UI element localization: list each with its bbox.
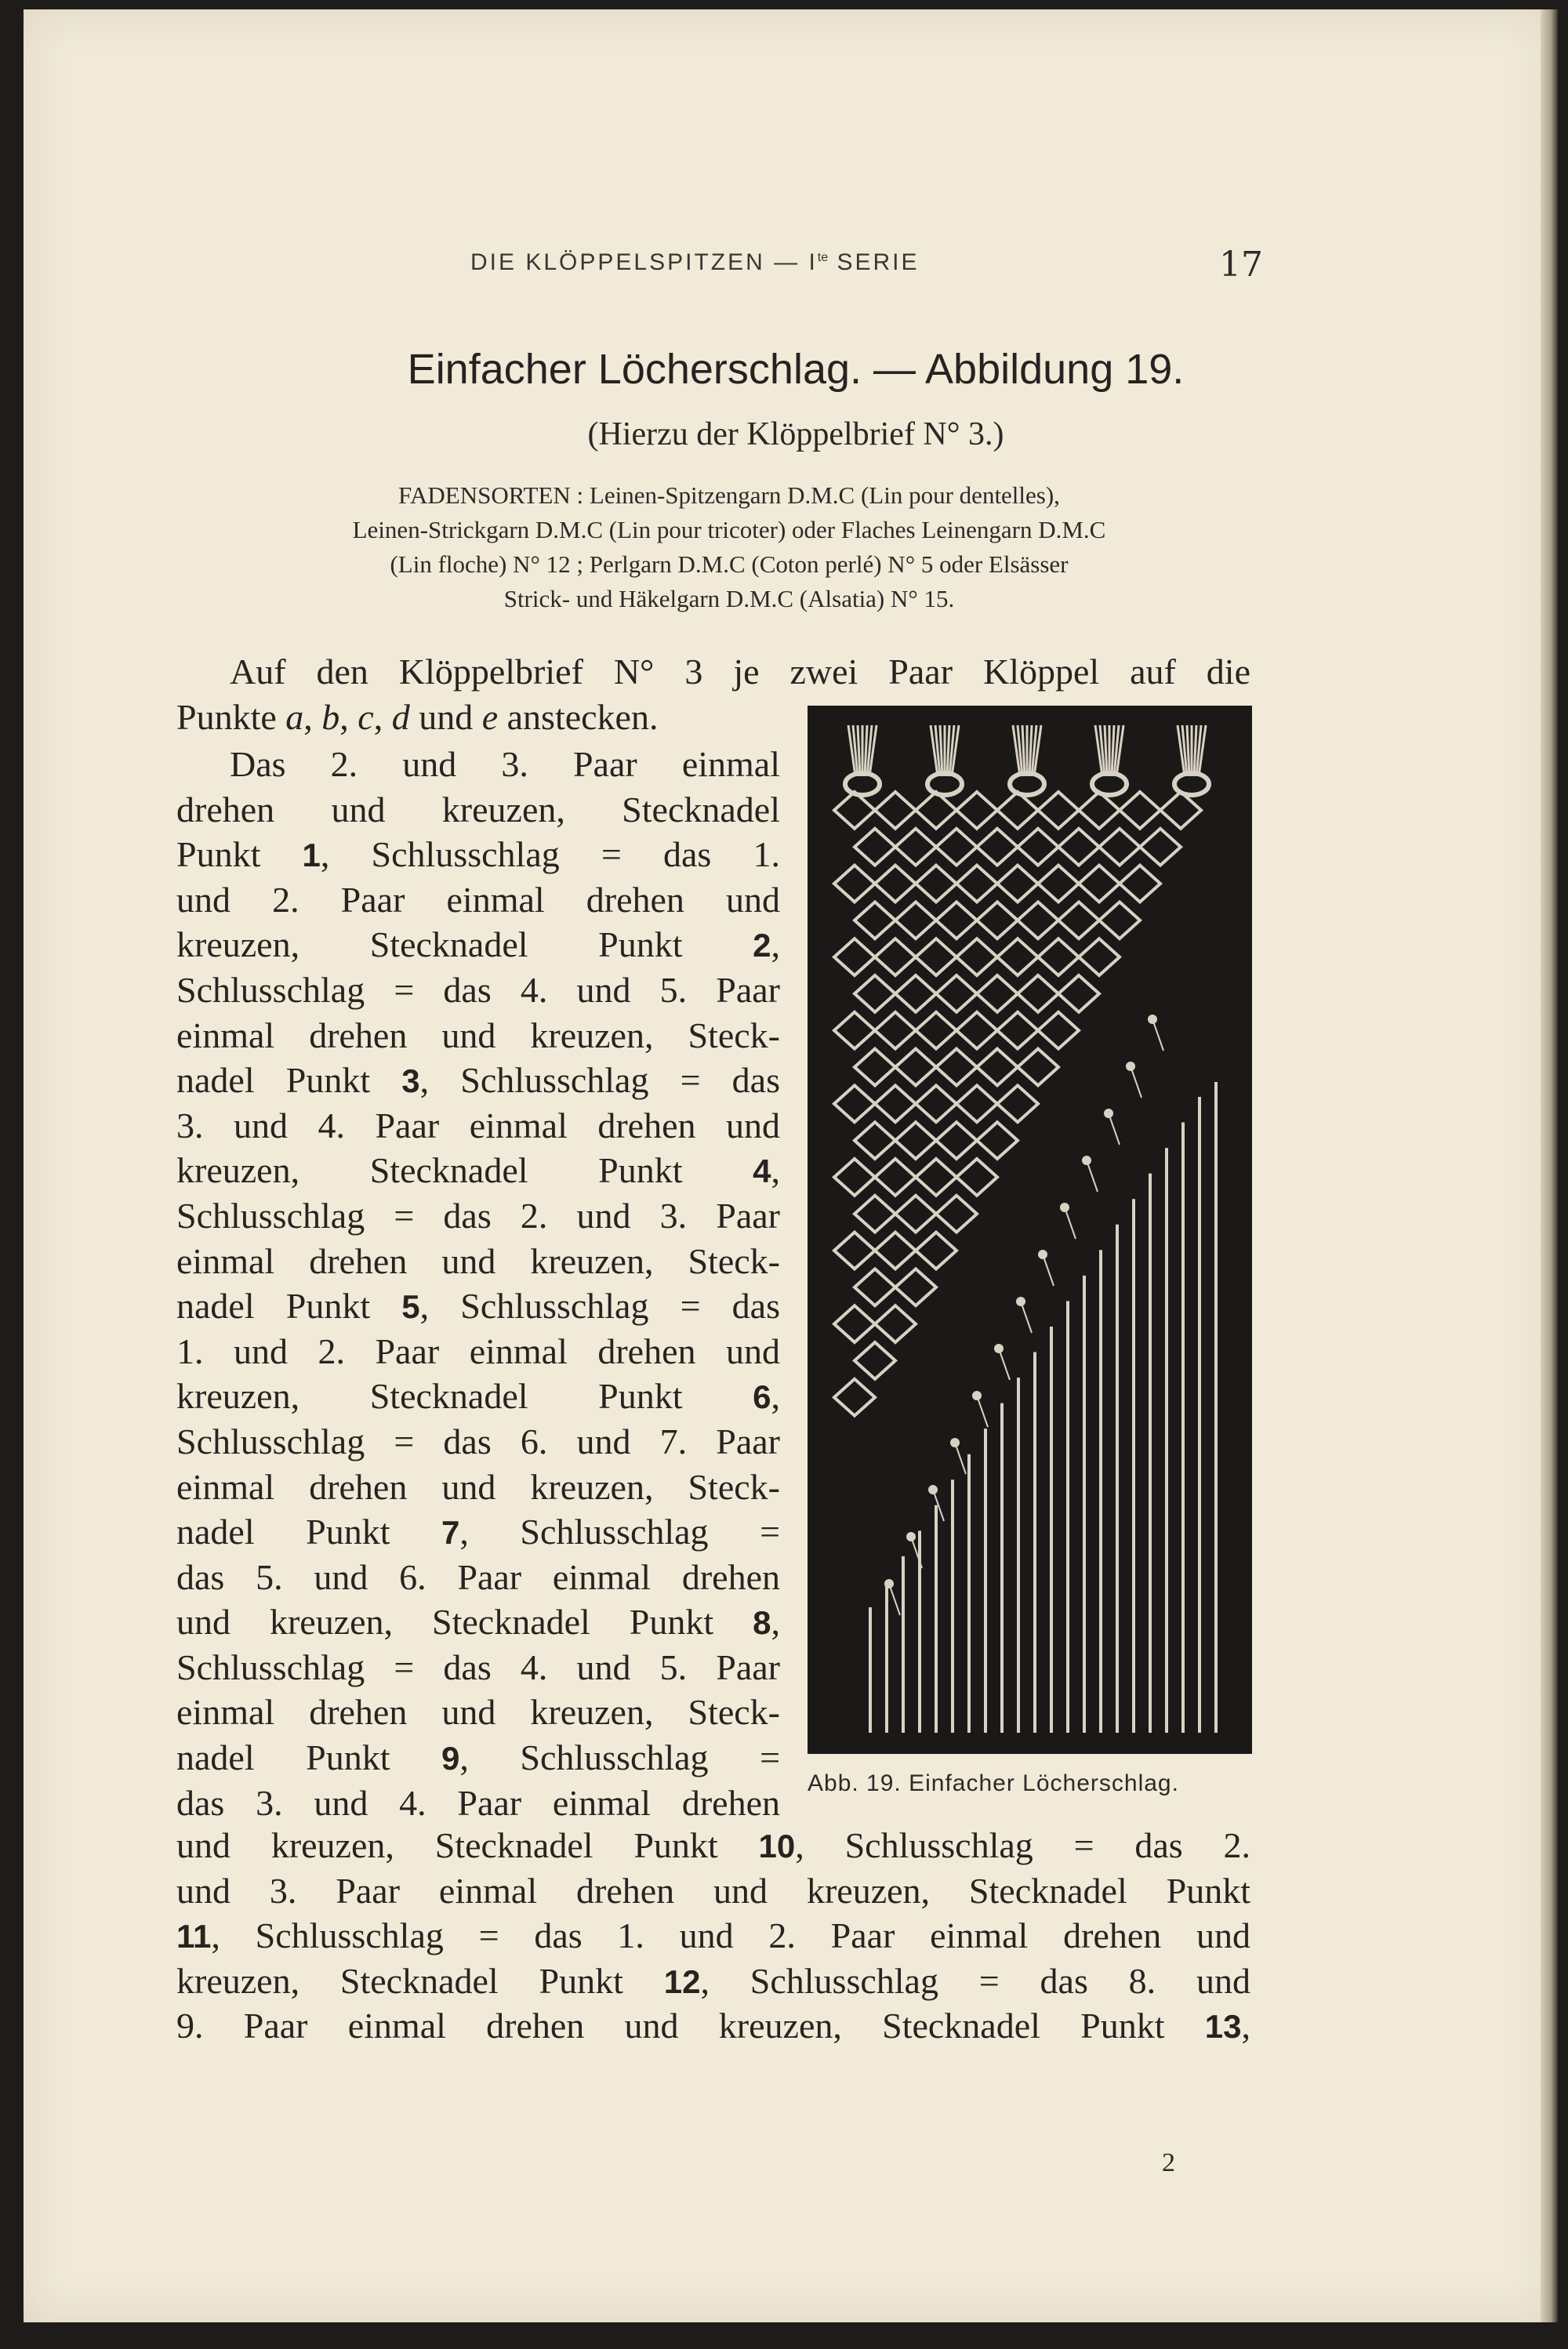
mesh-cell bbox=[916, 1012, 956, 1049]
mesh-cell bbox=[1038, 939, 1079, 975]
pin bbox=[1021, 1302, 1032, 1333]
text-line: das 5. und 6. Paar einmal drehen bbox=[176, 1556, 780, 1597]
pin bbox=[977, 1396, 988, 1427]
mesh-cell bbox=[855, 902, 895, 939]
mesh-cell bbox=[956, 1012, 997, 1049]
instruction-continuation bbox=[176, 1823, 1250, 2049]
text-line: nadel Punkt 7, Schlusschlag = bbox=[176, 1512, 781, 1552]
mesh-cell bbox=[1018, 975, 1058, 1012]
mesh-cell bbox=[936, 975, 977, 1012]
page-number: 17 bbox=[1219, 245, 1263, 285]
point-number: 9 bbox=[441, 1740, 460, 1777]
mesh-cell bbox=[1079, 939, 1120, 975]
mesh-cell bbox=[1018, 1049, 1058, 1086]
running-head bbox=[0, 245, 1568, 289]
mesh-cell bbox=[977, 1049, 1018, 1086]
text-line: nadel Punkt 5, Schlusschlag = das bbox=[176, 1286, 780, 1327]
mesh-cell bbox=[997, 1085, 1038, 1122]
point-number: 2 bbox=[753, 927, 771, 964]
mesh-cell bbox=[956, 792, 997, 829]
mesh-cell bbox=[1079, 792, 1120, 829]
mesh-cell bbox=[895, 1196, 936, 1233]
text-line: das 3. und 4. Paar einmal drehen bbox=[176, 1782, 780, 1823]
pin bbox=[1152, 1019, 1163, 1051]
knot bbox=[845, 773, 880, 795]
point-number: 12 bbox=[663, 1962, 701, 2000]
mesh-cell bbox=[1099, 902, 1140, 939]
pin bbox=[1043, 1254, 1054, 1286]
mesh-cell bbox=[875, 866, 916, 902]
pin bbox=[1131, 1066, 1142, 1098]
mesh-cell bbox=[916, 792, 956, 829]
fadensorten-block bbox=[188, 478, 1270, 616]
mesh-cell bbox=[977, 975, 1018, 1012]
text-line: Auf den Klöppelbrief N° 3 je zwei Paar Klöppel auf die bbox=[230, 652, 1250, 692]
point-number: 8 bbox=[753, 1604, 771, 1642]
mesh-cell bbox=[855, 1196, 895, 1233]
mesh-cell bbox=[875, 1305, 916, 1342]
mesh-cell bbox=[936, 829, 977, 866]
text-line: Punkt 1, Schlusschlag = das 1. bbox=[176, 834, 780, 875]
section-heading: Einfacher Löcherschlag. — Abbildung 19. bbox=[407, 346, 1185, 393]
pin bbox=[955, 1443, 966, 1474]
mesh-cell bbox=[875, 1233, 916, 1269]
mesh-cell bbox=[956, 1085, 997, 1122]
mesh-cell bbox=[916, 866, 956, 902]
signature-mark: 2 bbox=[1162, 2148, 1175, 2177]
fadensorten-line: Strick- und Häkelgarn D.M.C (Alsatia) N° 15. bbox=[503, 585, 955, 612]
mesh-cell bbox=[977, 902, 1018, 939]
mesh-cell bbox=[936, 1196, 977, 1233]
text-line: nadel Punkt 9, Schlusschlag = bbox=[176, 1737, 781, 1778]
mesh-cell bbox=[834, 1159, 875, 1196]
text-line: 9. Paar einmal drehen und kreuzen, Stecknadel Punkt 13, bbox=[176, 2006, 1250, 2046]
mesh-cell bbox=[855, 1269, 895, 1305]
mesh-cell bbox=[1058, 975, 1099, 1012]
mesh-cell bbox=[936, 1122, 977, 1159]
mesh-cell bbox=[895, 1269, 936, 1305]
text-line: und kreuzen, Stecknadel Punkt 8, bbox=[176, 1602, 780, 1643]
text-line: kreuzen, Stecknadel Punkt 6, bbox=[176, 1376, 780, 1417]
mesh-cell bbox=[875, 792, 916, 829]
mesh-cell bbox=[1038, 792, 1079, 829]
point-number: 3 bbox=[401, 1062, 420, 1100]
pin bbox=[999, 1349, 1010, 1380]
mesh-cell bbox=[834, 1012, 875, 1049]
mesh-cell bbox=[1160, 792, 1201, 829]
text-line: und 3. Paar einmal drehen und kreuzen, Stecknadel Punkt bbox=[176, 1870, 1250, 1911]
fadensorten-line: Leinen-Strickgarn D.M.C (Lin pour tricoter) oder Flaches Leinengarn D.M.C bbox=[352, 516, 1106, 543]
mesh-cell bbox=[895, 1049, 936, 1086]
mesh-cell bbox=[855, 975, 895, 1012]
pin bbox=[1087, 1160, 1098, 1192]
mesh-cell bbox=[916, 1233, 956, 1269]
mesh-cell bbox=[1120, 792, 1160, 829]
knot bbox=[1010, 773, 1044, 795]
point-number: 7 bbox=[441, 1514, 460, 1552]
point-number: 4 bbox=[753, 1153, 771, 1190]
text-line: Schlusschlag = das 4. und 5. Paar bbox=[176, 969, 780, 1010]
pin bbox=[889, 1584, 900, 1615]
mesh-cell bbox=[875, 1159, 916, 1196]
text-line: und 2. Paar einmal drehen und bbox=[176, 879, 780, 920]
point-number: 5 bbox=[401, 1288, 420, 1326]
text-line: 11, Schlusschlag = das 1. und 2. Paar einmal drehen und bbox=[176, 1915, 1250, 1956]
pin bbox=[1109, 1113, 1120, 1145]
fadensorten-line: FADENSORTEN : Leinen-Spitzengarn D.M.C (Lin pour dentelles), bbox=[398, 481, 1060, 509]
text-line: einmal drehen und kreuzen, Steck- bbox=[176, 1692, 780, 1733]
point-number: 6 bbox=[753, 1378, 771, 1416]
lace-figure bbox=[808, 706, 1252, 1754]
text-line: kreuzen, Stecknadel Punkt 12, Schlusschlag = das 8. und bbox=[176, 1960, 1250, 2001]
mesh-cell bbox=[855, 1122, 895, 1159]
text-line: einmal drehen und kreuzen, Steck- bbox=[176, 1466, 780, 1507]
mesh-cell bbox=[875, 1085, 916, 1122]
text-line: Punkte a, b, c, d und e anstecken. bbox=[176, 696, 659, 737]
text-line: 1. und 2. Paar einmal drehen und bbox=[176, 1331, 780, 1371]
instruction-column bbox=[176, 742, 780, 1825]
mesh-cell bbox=[895, 1122, 936, 1159]
section-subheading: (Hierzu der Klöppelbrief N° 3.) bbox=[587, 416, 1004, 452]
mesh-cell bbox=[956, 939, 997, 975]
mesh-cell bbox=[916, 939, 956, 975]
mesh-cell bbox=[956, 866, 997, 902]
mesh-cell bbox=[1058, 829, 1099, 866]
mesh-cell bbox=[875, 939, 916, 975]
mesh-cell bbox=[834, 1379, 875, 1416]
mesh-cell bbox=[1079, 866, 1120, 902]
mesh-cell bbox=[834, 939, 875, 975]
mesh-cell bbox=[1140, 829, 1181, 866]
mesh-cell bbox=[855, 829, 895, 866]
fadensorten-line: (Lin floche) N° 12 ; Perlgarn D.M.C (Coton perlé) N° 5 oder Elsässer bbox=[390, 550, 1069, 578]
mesh-cell bbox=[1038, 866, 1079, 902]
text-line: Schlusschlag = das 6. und 7. Paar bbox=[176, 1421, 780, 1461]
text-line: kreuzen, Stecknadel Punkt 2, bbox=[176, 924, 780, 965]
text-line: kreuzen, Stecknadel Punkt 4, bbox=[176, 1150, 780, 1191]
mesh-cell bbox=[895, 902, 936, 939]
mesh-cell bbox=[1018, 829, 1058, 866]
lace-illustration bbox=[808, 706, 1252, 1754]
mesh-cell bbox=[997, 866, 1038, 902]
text-line: Schlusschlag = das 2. und 3. Paar bbox=[176, 1195, 780, 1236]
point-number: 1 bbox=[302, 837, 321, 874]
text-line: und kreuzen, Stecknadel Punkt 10, Schlusschlag = das 2. bbox=[176, 1825, 1250, 1865]
mesh-cell bbox=[936, 1049, 977, 1086]
text-line: 3. und 4. Paar einmal drehen und bbox=[176, 1105, 780, 1145]
text-line: einmal drehen und kreuzen, Steck- bbox=[176, 1015, 780, 1055]
mesh-cell bbox=[997, 1012, 1038, 1049]
text-line: Das 2. und 3. Paar einmal bbox=[230, 744, 780, 784]
mesh-cell bbox=[1120, 866, 1160, 902]
mesh-cell bbox=[956, 1159, 997, 1196]
mesh-cell bbox=[1038, 1012, 1079, 1049]
mesh-cell bbox=[936, 902, 977, 939]
pin bbox=[1065, 1207, 1076, 1239]
mesh-cell bbox=[916, 1159, 956, 1196]
text-line: drehen und kreuzen, Stecknadel bbox=[176, 789, 780, 830]
point-number: 10 bbox=[758, 1828, 796, 1864]
knot bbox=[927, 773, 962, 795]
text-line: einmal drehen und kreuzen, Steck- bbox=[176, 1240, 780, 1281]
text-line: nadel Punkt 3, Schlusschlag = das bbox=[176, 1060, 780, 1101]
mesh-cell bbox=[895, 829, 936, 866]
mesh-cell bbox=[997, 792, 1038, 829]
mesh-cell bbox=[855, 1049, 895, 1086]
mesh-cell bbox=[834, 1085, 875, 1122]
point-number: 13 bbox=[1204, 2008, 1242, 2046]
mesh-cell bbox=[834, 792, 875, 829]
mesh-cell bbox=[1058, 902, 1099, 939]
point-number: 11 bbox=[176, 1918, 212, 1955]
mesh-cell bbox=[977, 1122, 1018, 1159]
figure-caption: Abb. 19. Einfacher Löcherschlag. bbox=[808, 1770, 1179, 1796]
mesh-cell bbox=[855, 1342, 895, 1379]
mesh-cell bbox=[916, 1085, 956, 1122]
mesh-cell bbox=[834, 866, 875, 902]
mesh-cell bbox=[997, 939, 1038, 975]
mesh-cell bbox=[875, 1012, 916, 1049]
text-line: Schlusschlag = das 4. und 5. Paar bbox=[176, 1646, 780, 1687]
mesh-cell bbox=[895, 975, 936, 1012]
running-head-title: DIE KLÖPPELSPITZEN — $I^{te}$ SERIE bbox=[470, 249, 920, 275]
mesh-cell bbox=[834, 1305, 875, 1342]
mesh-cell bbox=[1018, 902, 1058, 939]
mesh-cell bbox=[977, 829, 1018, 866]
mesh-cell bbox=[834, 1233, 875, 1269]
mesh-cell bbox=[1099, 829, 1140, 866]
